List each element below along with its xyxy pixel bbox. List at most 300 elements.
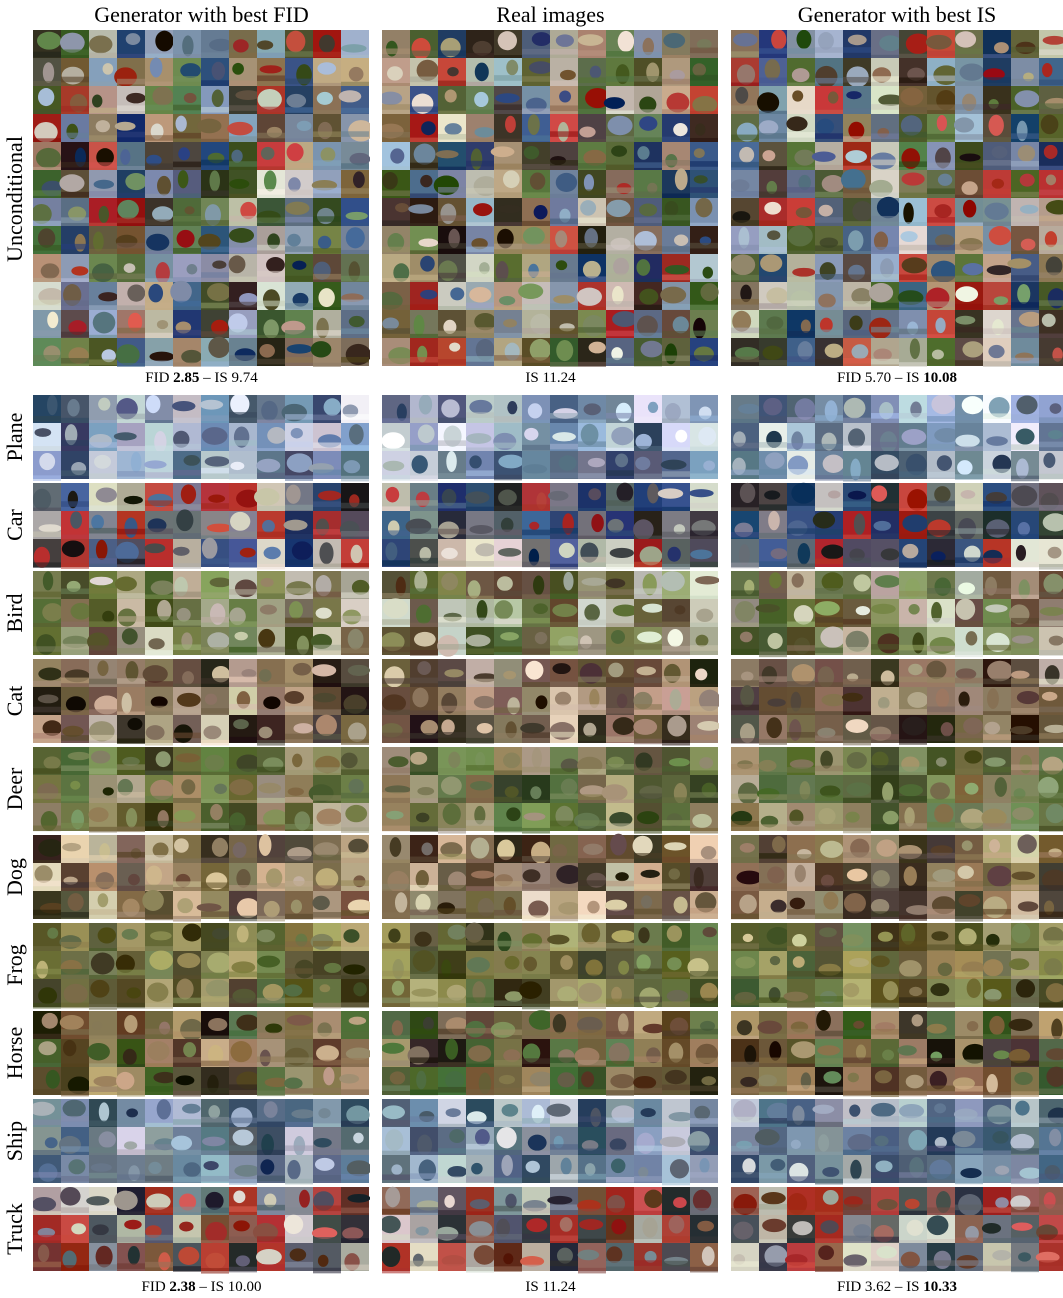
conditional-fid-horse-thumbnail [33, 1011, 61, 1039]
conditional-is-car-thumbnail [927, 483, 955, 511]
conditional-real-frog-thumbnail [466, 979, 494, 1007]
conditional-real-deer-thumbnail [574, 803, 606, 831]
conditional-fid-frog-thumbnail [89, 979, 117, 1010]
conditional-real-ship-thumbnail [578, 1099, 606, 1127]
conditional-real-horse-thumbnail [606, 1039, 634, 1067]
conditional-real-car-thumbnail [522, 483, 550, 511]
conditional-real-bird-thumbnail [690, 627, 718, 655]
conditional-is-cat-thumbnail [955, 715, 983, 743]
unconditional-fid-thumbnail [341, 114, 370, 142]
conditional-is-horse-thumbnail [927, 1011, 955, 1040]
unconditional-fid-thumbnail [89, 310, 117, 340]
unconditional-fid-thumbnail [341, 142, 370, 170]
conditional-real-ship-thumbnail [634, 1127, 662, 1155]
conditional-fid-frog-thumbnail [89, 951, 117, 981]
conditional-real-truck-thumbnail [662, 1187, 690, 1218]
conditional-fid-cat-thumbnail [89, 659, 117, 687]
unconditional-is-thumbnail [1007, 254, 1039, 282]
unconditional-fid-thumbnail [341, 170, 369, 198]
conditional-real-bird-thumbnail [382, 598, 410, 627]
conditional-fid-ship-thumbnail [33, 1127, 61, 1156]
conditional-real-horse-thumbnail [577, 1011, 606, 1039]
conditional-real-horse-thumbnail [410, 1067, 438, 1095]
conditional-real-car-thumbnail [522, 511, 550, 539]
conditional-real-ship-thumbnail [382, 1127, 410, 1156]
conditional-fid-frog-thumbnail [313, 951, 341, 980]
conditional-fid-bird-thumbnail [145, 599, 173, 627]
unconditional-is-thumbnail [759, 282, 788, 310]
unconditional-fid-thumbnail [257, 282, 285, 311]
conditional-fid-dog-thumbnail [89, 891, 117, 919]
conditional-is-plane-thumbnail [731, 451, 759, 479]
conditional-fid-plane-thumbnail [229, 395, 257, 423]
unconditional-is-thumbnail [759, 198, 787, 226]
conditional-is-deer-thumbnail [815, 803, 843, 831]
conditional-fid-bird-thumbnail [61, 627, 89, 655]
conditional-real-truck-thumbnail [606, 1187, 634, 1215]
conditional-is-horse-thumbnail [731, 1011, 759, 1041]
conditional-real-cat-thumbnail [438, 687, 466, 715]
conditional-real-car-thumbnail [606, 483, 634, 511]
conditional-real-cat-thumbnail [550, 687, 578, 715]
conditional-real-frog-thumbnail [634, 979, 662, 1008]
conditional-is-frog-thumbnail [843, 979, 871, 1007]
conditional-real-deer-thumbnail [690, 775, 718, 803]
conditional-is-truck-thumbnail [983, 1187, 1011, 1215]
unconditional-is-thumbnail [1039, 58, 1063, 86]
unconditional-is-thumbnail [1039, 310, 1063, 339]
conditional-fid-cat-thumbnail [341, 687, 369, 715]
conditional-is-horse-thumbnail [871, 1011, 899, 1039]
row-label-horse: Horse [2, 1026, 27, 1080]
unconditional-real-thumbnail [410, 338, 438, 366]
conditional-is-truck-thumbnail [759, 1243, 788, 1271]
conditional-fid-deer-thumbnail [88, 803, 117, 832]
conditional-real-truck-thumbnail [578, 1215, 606, 1244]
conditional-is-ship-thumbnail [899, 1155, 927, 1183]
conditional-is-bird-thumbnail [871, 627, 901, 655]
conditional-is-deer-thumbnail [1011, 803, 1039, 831]
conditional-real-deer-thumbnail [466, 747, 494, 775]
unconditional-real-thumbnail [606, 226, 634, 254]
conditional-real-frog-thumbnail [662, 979, 690, 1007]
conditional-is-bird-thumbnail [787, 599, 815, 627]
conditional-real-truck-thumbnail [410, 1215, 438, 1244]
conditional-is-ship-thumbnail [787, 1155, 815, 1183]
conditional-real-frog-thumbnail [547, 923, 578, 953]
conditional-is-horse-thumbnail [927, 1039, 955, 1067]
conditional-real-cat-thumbnail [550, 659, 578, 687]
unconditional-fid-thumbnail [285, 142, 313, 170]
unconditional-real-thumbnail [660, 282, 690, 310]
conditional-is-plane-thumbnail [815, 395, 843, 423]
conditional-fid-bird-thumbnail [257, 599, 285, 630]
conditional-is-ship-thumbnail [955, 1155, 983, 1184]
conditional-real-dog-thumbnail [494, 863, 522, 891]
unconditional-real-thumbnail [466, 310, 496, 338]
conditional-fid-plane-thumbnail [145, 395, 173, 426]
conditional-fid-plane-thumbnail [199, 395, 229, 423]
conditional-fid-deer-thumbnail [117, 803, 145, 832]
conditional-fid-dog-thumbnail [61, 863, 89, 891]
conditional-real-dog-thumbnail [494, 835, 522, 863]
unconditional-real-thumbnail [438, 226, 466, 254]
unconditional-real-thumbnail [491, 142, 522, 170]
unconditional-fid-thumbnail [33, 142, 61, 173]
conditional-real-bird-thumbnail [550, 599, 578, 627]
unconditional-real-thumbnail [690, 338, 718, 366]
conditional-is-bird-thumbnail [843, 627, 871, 655]
conditional-fid-horse-thumbnail [173, 1011, 204, 1041]
conditional-fid-bird-thumbnail [257, 627, 285, 655]
conditional-real-truck-thumbnail [410, 1243, 438, 1271]
unconditional-fid-thumbnail [117, 170, 147, 198]
conditional-fid-car-thumbnail [117, 511, 145, 539]
unconditional-fid-thumbnail [201, 282, 231, 310]
conditional-is-horse-thumbnail [983, 1067, 1011, 1098]
conditional-fid-cat-thumbnail [313, 715, 341, 743]
unconditional-is-thumbnail [871, 86, 904, 114]
conditional-is-deer-thumbnail [815, 775, 843, 803]
unconditional-real-thumbnail [634, 198, 662, 226]
conditional-fid-cat-thumbnail [229, 659, 257, 687]
unconditional-is-thumbnail [731, 282, 759, 310]
conditional-fid-horse-thumbnail [313, 1011, 341, 1039]
conditional-real-ship-thumbnail [550, 1127, 578, 1155]
conditional-fid-plane-thumbnail [116, 395, 145, 423]
conditional-is-truck-thumbnail [955, 1187, 983, 1216]
conditional-is-bird-thumbnail [787, 627, 815, 655]
conditional-real-truck-thumbnail [466, 1187, 494, 1217]
conditional-real-cat-thumbnail [690, 715, 719, 743]
conditional-is-frog-thumbnail [1039, 979, 1063, 1008]
conditional-fid-cat-thumbnail [89, 687, 120, 715]
conditional-is-horse-thumbnail [899, 1067, 927, 1096]
conditional-real-car-thumbnail [662, 511, 690, 539]
conditional-real-dog-thumbnail [606, 863, 634, 891]
conditional-is-deer-thumbnail [899, 803, 927, 831]
conditional-is-ship-thumbnail [899, 1127, 927, 1155]
conditional-real-horse-thumbnail [494, 1039, 522, 1067]
conditional-is-cat-thumbnail [926, 659, 955, 687]
conditional-real-dog-thumbnail [466, 863, 494, 892]
conditional-fid-bird-thumbnail [33, 599, 63, 629]
unconditional-real-thumbnail [550, 170, 578, 199]
conditional-real-deer-thumbnail [522, 775, 550, 805]
conditional-is-plane-thumbnail [1039, 395, 1063, 423]
unconditional-real-thumbnail [662, 142, 690, 170]
conditional-fid-dog-thumbnail [33, 891, 66, 919]
conditional-real-ship-thumbnail [606, 1155, 634, 1183]
conditional-is-dog-thumbnail [955, 835, 983, 863]
conditional-is-cat-thumbnail [815, 687, 846, 717]
conditional-fid-ship-thumbnail [285, 1127, 313, 1156]
conditional-is-plane-thumbnail [983, 451, 1011, 479]
unconditional-fid-thumbnail [117, 142, 145, 172]
conditional-real-cat-thumbnail [606, 687, 634, 715]
conditional-fid-dog-thumbnail [173, 863, 201, 891]
conditional-is-bird-thumbnail [983, 627, 1011, 655]
conditional-is-dog-thumbnail [1039, 891, 1063, 919]
conditional-is-deer-thumbnail [843, 803, 871, 833]
conditional-real-horse-thumbnail [494, 1067, 522, 1095]
conditional-fid-car-thumbnail [257, 511, 285, 539]
conditional-is-dog-thumbnail [983, 891, 1011, 919]
unconditional-real-thumbnail [382, 58, 410, 89]
conditional-is-truck-thumbnail [871, 1215, 899, 1243]
conditional-fid-plane-thumbnail [309, 451, 341, 479]
conditional-is-bird-thumbnail [815, 626, 845, 655]
conditional-real-deer-thumbnail [634, 747, 662, 775]
unconditional-fid-thumbnail [285, 86, 313, 114]
conditional-fid-dog-thumbnail [257, 834, 285, 863]
conditional-fid-plane-thumbnail [341, 423, 369, 451]
conditional-is-ship-thumbnail [927, 1127, 955, 1155]
conditional-is-ship-thumbnail [1010, 1127, 1039, 1155]
conditional-fid-deer-thumbnail [117, 775, 145, 803]
conditional-is-ship-thumbnail [843, 1127, 873, 1155]
conditional-real-bird-thumbnail [410, 571, 438, 599]
conditional-fid-frog-thumbnail [145, 923, 173, 952]
conditional-is-dog-thumbnail [899, 891, 931, 921]
unconditional-is-thumbnail [731, 30, 759, 58]
unconditional-real-thumbnail [634, 30, 662, 58]
conditional-is-frog-thumbnail [927, 923, 955, 951]
unconditional-real-thumbnail [634, 114, 662, 143]
conditional-real-truck-thumbnail [690, 1187, 718, 1215]
conditional-real-plane-thumbnail [494, 395, 522, 423]
conditional-real-cat-thumbnail [662, 659, 690, 687]
conditional-is-dog-thumbnail [927, 835, 955, 863]
conditional-is-cat-thumbnail [731, 685, 759, 715]
unconditional-is-thumbnail [759, 58, 787, 86]
unconditional-real-thumbnail [690, 226, 718, 254]
conditional-real-deer-thumbnail [662, 803, 690, 831]
unconditional-real-thumbnail [522, 226, 550, 254]
conditional-is-bird-thumbnail [899, 599, 927, 629]
conditional-fid-frog-thumbnail [229, 979, 257, 1007]
conditional-real-ship-thumbnail [662, 1099, 693, 1128]
unconditional-fid-svg [33, 30, 370, 367]
unconditional-fid-thumbnail [229, 142, 257, 170]
conditional-is-horse-thumbnail [1039, 1039, 1063, 1067]
conditional-fid-horse-thumbnail [339, 1067, 369, 1095]
conditional-real-plane-thumbnail [522, 423, 550, 451]
conditional-is-car-thumbnail [843, 539, 871, 567]
unconditional-real-thumbnail [606, 338, 634, 366]
unconditional-is-thumbnail [731, 226, 759, 254]
conditional-real-ship-thumbnail [466, 1155, 494, 1183]
conditional-real-plane-thumbnail [410, 395, 438, 423]
conditional-real-horse-thumbnail [382, 1067, 410, 1095]
conditional-fid-horse-thumbnail [313, 1067, 341, 1095]
conditional-fid-horse-thumbnail [60, 1011, 89, 1039]
conditional-is-bird-thumbnail [1039, 571, 1063, 599]
conditional-real-cat-thumbnail [494, 715, 522, 743]
unconditional-is-thumbnail [843, 86, 871, 114]
unconditional-is-thumbnail [731, 198, 759, 226]
conditional-grid-real [382, 395, 719, 1275]
unconditional-real-thumbnail [606, 58, 634, 86]
unconditional-real-thumbnail [494, 30, 522, 61]
unconditional-real-thumbnail [550, 282, 578, 310]
conditional-fid-frog-thumbnail [33, 979, 61, 1009]
unconditional-is-thumbnail [899, 58, 927, 86]
conditional-real-frog-thumbnail [466, 951, 494, 981]
conditional-fid-ship-thumbnail [89, 1127, 117, 1155]
conditional-fid-plane-thumbnail [257, 423, 286, 454]
conditional-is-ship-thumbnail [731, 1099, 759, 1127]
conditional-is-frog-thumbnail [871, 923, 899, 951]
unconditional-is-thumbnail [787, 225, 815, 256]
conditional-fid-car-thumbnail [117, 483, 145, 511]
conditional-real-frog-thumbnail [494, 951, 522, 979]
conditional-real-deer-thumbnail [550, 747, 579, 775]
conditional-fid-cat-thumbnail [117, 687, 145, 717]
conditional-real-dog-thumbnail [606, 834, 634, 865]
conditional-real-cat-thumbnail [578, 715, 606, 743]
unconditional-is-thumbnail [983, 198, 1011, 227]
conditional-fid-dog-thumbnail [341, 891, 370, 919]
conditional-real-deer-thumbnail [494, 747, 522, 776]
conditional-fid-horse-thumbnail [117, 1039, 145, 1070]
conditional-is-cat-thumbnail [759, 715, 787, 745]
conditional-is-truck-thumbnail [1036, 1243, 1063, 1271]
unconditional-fid-thumbnail [257, 254, 285, 282]
row-label-cat: Cat [2, 685, 27, 717]
conditional-fid-truck-thumbnail [257, 1187, 285, 1215]
conditional-is-truck-thumbnail [815, 1215, 843, 1244]
unconditional-real-thumbnail [382, 282, 410, 311]
conditional-real-dog-thumbnail [662, 863, 690, 891]
conditional-is-bird-thumbnail [899, 571, 927, 599]
conditional-is-dog-thumbnail [1011, 863, 1039, 891]
unconditional-is-thumbnail [787, 198, 815, 226]
unconditional-fid-thumbnail [257, 310, 285, 341]
conditional-is-dog-thumbnail [731, 891, 759, 919]
conditional-is-car-thumbnail [1011, 511, 1039, 540]
conditional-fid-dog-thumbnail [313, 835, 341, 863]
conditional-real-car-thumbnail [690, 539, 718, 567]
conditional-is-deer-thumbnail [981, 803, 1011, 831]
conditional-real-horse-thumbnail [578, 1067, 606, 1095]
conditional-fid-bird-thumbnail [229, 599, 257, 627]
unconditional-is-thumbnail [955, 30, 983, 58]
unconditional-fid-thumbnail [257, 226, 285, 254]
conditional-fid-car-thumbnail [33, 483, 61, 513]
conditional-fid-horse-thumbnail [89, 1067, 119, 1095]
conditional-real-frog-thumbnail [690, 979, 718, 1007]
conditional-fid-bird-thumbnail [229, 627, 257, 655]
conditional-real-deer-thumbnail [494, 775, 522, 803]
conditional-is-dog-thumbnail [815, 891, 843, 919]
unconditional-real-thumbnail [410, 226, 438, 256]
conditional-real-car-thumbnail [410, 483, 438, 511]
conditional-real-deer-thumbnail [438, 803, 466, 834]
conditional-real-horse-thumbnail [606, 1011, 634, 1039]
conditional-is-deer-thumbnail [899, 747, 927, 775]
conditional-fid-deer-thumbnail [313, 747, 341, 775]
conditional-fid-dog-thumbnail [312, 891, 341, 919]
unconditional-fid-thumbnail [313, 142, 341, 170]
conditional-is-bird-thumbnail [787, 571, 815, 599]
unconditional-real-thumbnail [662, 198, 690, 226]
conditional-fid-deer-thumbnail [89, 775, 117, 803]
conditional-is-frog-thumbnail [759, 951, 787, 981]
row-label-ship: Ship [2, 1120, 27, 1162]
conditional-is-horse-thumbnail [953, 1067, 983, 1095]
conditional-real-plane-thumbnail [382, 395, 410, 424]
conditional-real-dog-thumbnail [690, 835, 718, 865]
conditional-fid-horse-thumbnail [285, 1039, 313, 1067]
conditional-is-ship-thumbnail [983, 1155, 1011, 1183]
conditional-real-plane-thumbnail [550, 451, 578, 479]
conditional-real-deer-thumbnail [550, 775, 578, 803]
conditional-fid-plane-thumbnail [313, 423, 342, 451]
unconditional-fid-thumbnail [313, 254, 341, 282]
unconditional-real-thumbnail [550, 58, 578, 86]
unconditional-is-thumbnail [1011, 226, 1039, 257]
conditional-fid-dog-thumbnail [89, 863, 117, 891]
conditional-is-car-thumbnail [787, 483, 816, 512]
conditional-is-horse-thumbnail [815, 1039, 843, 1067]
conditional-real-dog-thumbnail [662, 891, 690, 921]
unconditional-is-thumbnail [955, 86, 983, 114]
unconditional-real-thumbnail [662, 254, 690, 282]
unconditional-fid-thumbnail [61, 58, 89, 86]
unconditional-is-thumbnail [843, 30, 871, 58]
unconditional-real-thumbnail [382, 338, 413, 366]
unconditional-real-thumbnail [410, 86, 438, 114]
conditional-fid-ship-thumbnail [145, 1127, 176, 1155]
conditional-fid-car-thumbnail [61, 511, 89, 540]
unconditional-real-thumbnail [550, 114, 578, 142]
unconditional-real-thumbnail [550, 254, 578, 282]
conditional-real-cat-thumbnail [578, 659, 606, 687]
unconditional-fid-thumbnail [145, 142, 173, 170]
unconditional-real-thumbnail [634, 58, 662, 86]
unconditional-fid-thumbnail [33, 310, 61, 338]
unconditional-fid-thumbnail [114, 58, 145, 87]
conditional-real-plane-thumbnail [662, 423, 690, 453]
conditional-fid-cat-thumbnail [201, 687, 229, 715]
conditional-is-ship-thumbnail [843, 1099, 871, 1127]
conditional-real-dog-thumbnail [494, 891, 522, 919]
conditional-fid-ship-thumbnail [313, 1099, 341, 1129]
conditional-fid-truck-thumbnail [229, 1187, 257, 1215]
conditional-is-ship-thumbnail [927, 1099, 955, 1127]
conditional-real-frog-thumbnail [438, 979, 466, 1007]
conditional-is-plane-thumbnail [927, 451, 955, 479]
unconditional-is-thumbnail [787, 254, 815, 282]
unconditional-is-thumbnail [1039, 282, 1063, 310]
unconditional-fid-thumbnail [285, 198, 313, 226]
conditional-is-bird-thumbnail [1009, 599, 1039, 627]
unconditional-is-thumbnail [1039, 198, 1063, 226]
unconditional-real-thumbnail [604, 86, 634, 116]
conditional-real-plane-thumbnail [410, 423, 438, 451]
conditional-real-dog-thumbnail [382, 863, 410, 892]
conditional-real-bird-thumbnail [382, 571, 410, 599]
conditional-real-car-thumbnail [633, 511, 662, 541]
conditional-real-bird-thumbnail [578, 571, 606, 599]
conditional-is-deer-thumbnail [927, 747, 955, 775]
conditional-is-dog-thumbnail [897, 835, 927, 863]
conditional-fid-dog-thumbnail [229, 863, 257, 891]
conditional-real-dog-thumbnail [690, 863, 718, 892]
unconditional-fid-thumbnail [285, 338, 313, 366]
conditional-is-truck-thumbnail [731, 1243, 759, 1271]
